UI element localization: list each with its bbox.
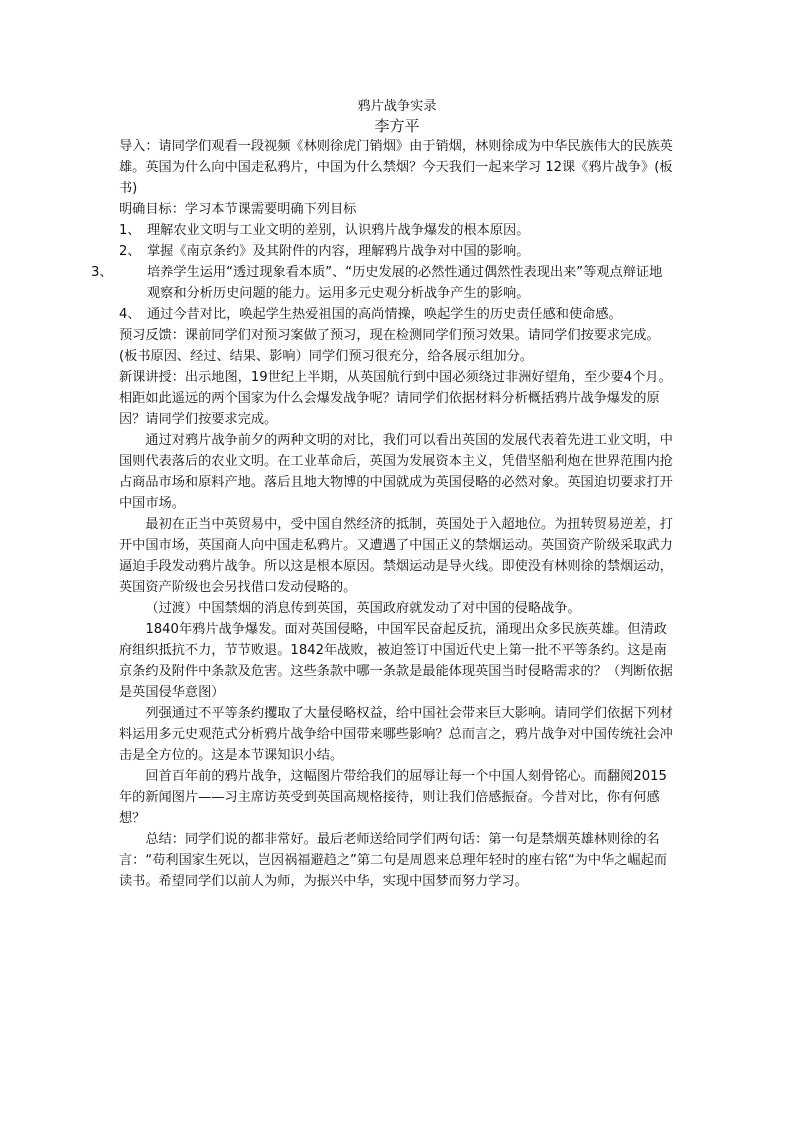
objective-number: 4、 — [119, 307, 141, 322]
summary-paragraph: 总结：同学们说的都非常好。最后老师送给同学们两句话：第一句是禁烟英雄林则徐的名言：“苟利国家生死以，岂因祸福避趋之”第二句是周恩来总理年轻时的座右铭“为中华之崛起而读书。希望同学们以前人为师，为振兴中华，实现中国梦而努力学习。 — [119, 832, 667, 889]
objectives-heading: 明确目标：学习本节课需要明确下列目标 — [119, 202, 357, 217]
objective-text: 理解农业文明与工业文明的差别，认识鸦片战争爆发的根本原因。 — [147, 223, 530, 238]
objective-number: 2、 — [119, 244, 141, 259]
objective-item-3 — [91, 262, 675, 304]
objective-text: 培养学生运用“透过现象看本质”、“历史发展的必然性通过偶然性表现出来”等观点辩证地观察和分析历史问题的能力。运用多元史观分析战争产生的影响。 — [147, 265, 663, 301]
objective-item-2 — [119, 241, 675, 262]
document-title: 鸦片战争实录 — [357, 99, 437, 114]
body-paragraph: 列强通过不平等条约攫取了大量侵略权益，给中国社会带来巨大影响。请同学们依据下列材料运用多元史观范式分析鸦片战争给中国带来哪些影响？总而言之，鸦片战争对中国传统社会冲击是全方位的。这是本节课知识小结。 — [119, 706, 673, 763]
body-paragraph: （过渡）中国禁烟的消息传到英国，英国政府就发动了对中国的侵略战争。 — [145, 601, 581, 616]
body-paragraph: 1840年鸦片战争爆发。面对英国侵略，中国军民奋起反抗，涌现出众多民族英雄。但清政府组织抵抗不力，节节败退。1842年战败，被迫签订中国近代史上第一批不平等条约。这是南京条约及附件中条款及危害。这些条款中哪一条款是最能体现英国当时侵略需求的？（判断依据是英国侵华意图） — [119, 622, 673, 700]
objective-item-1 — [119, 220, 675, 241]
body-paragraph: 最初在正当中英贸易中，受中国自然经济的抵制，英国处于入超地位。为扭转贸易逆差，打开中国市场，英国商人向中国走私鸦片。又遭遇了中国正义的禁烟运动。英国资产阶级采取武力逼迫手段发动鸦片战争。所以这是根本原因。禁烟运动是导火线。即使没有林则徐的禁烟运动，英国资产阶级也会另找借口发动侵略的。 — [119, 517, 673, 595]
intro-paragraph: 导入：请同学们观看一段视频《林则徐虎门销烟》由于销烟，林则徐成为中华民族伟大的民族英雄。英国为什么向中国走私鸦片，中国为什么禁烟？今天我们一起来学习 12课《鸦片战争》(板书) — [119, 139, 673, 196]
new-lesson-paragraph: 新课讲授：出示地图，19世纪上半期，从英国航行到中国必须绕过非洲好望角，至少要4个月。相距如此遥远的两个国家为什么会爆发战争呢？请同学们依据材料分析概括鸦片战争爆发的原因？请同学们按要求完成。 — [119, 370, 672, 427]
objective-number: 1、 — [119, 223, 141, 238]
document-page — [91, 96, 675, 892]
body-paragraph: 通过对鸦片战争前夕的两种文明的对比，我们可以看出英国的发展代表着先进工业文明，中国则代表落后的农业文明。在工业革命后，英国为发展资本主义，凭借坚船利炮在世界范围内抢占商品市场和原料产地。落后且地大物博的中国就成为英国侵略的必然对象。英国迫切要求打开中国市场。 — [119, 433, 673, 511]
body-paragraph: 回首百年前的鸦片战争，这幅图片带给我们的屈辱让每一个中国人刻骨铭心。而翻阅2015年的新闻图片——习主席访英受到英国高规格接待，则让我们倍感振奋。今昔对比，你有何感想？ — [119, 769, 667, 826]
objective-item-4 — [119, 304, 675, 325]
objective-text: 掌握《南京条约》及其附件的内容，理解鸦片战争对中国的影响。 — [147, 244, 530, 259]
document-author: 李方平 — [374, 117, 420, 135]
preview-paragraph: 预习反馈：课前同学们对预习案做了预习，现在检测同学们预习效果。请同学们按要求完成。(板书原因、经过、结果、影响）同学们预习很充分，给各展示组加分。 — [119, 328, 660, 364]
objective-number: 3、 — [91, 265, 113, 280]
objective-text: 通过今昔对比，唤起学生热爱祖国的高尚情操，唤起学生的历史责任感和使命感。 — [147, 307, 622, 322]
